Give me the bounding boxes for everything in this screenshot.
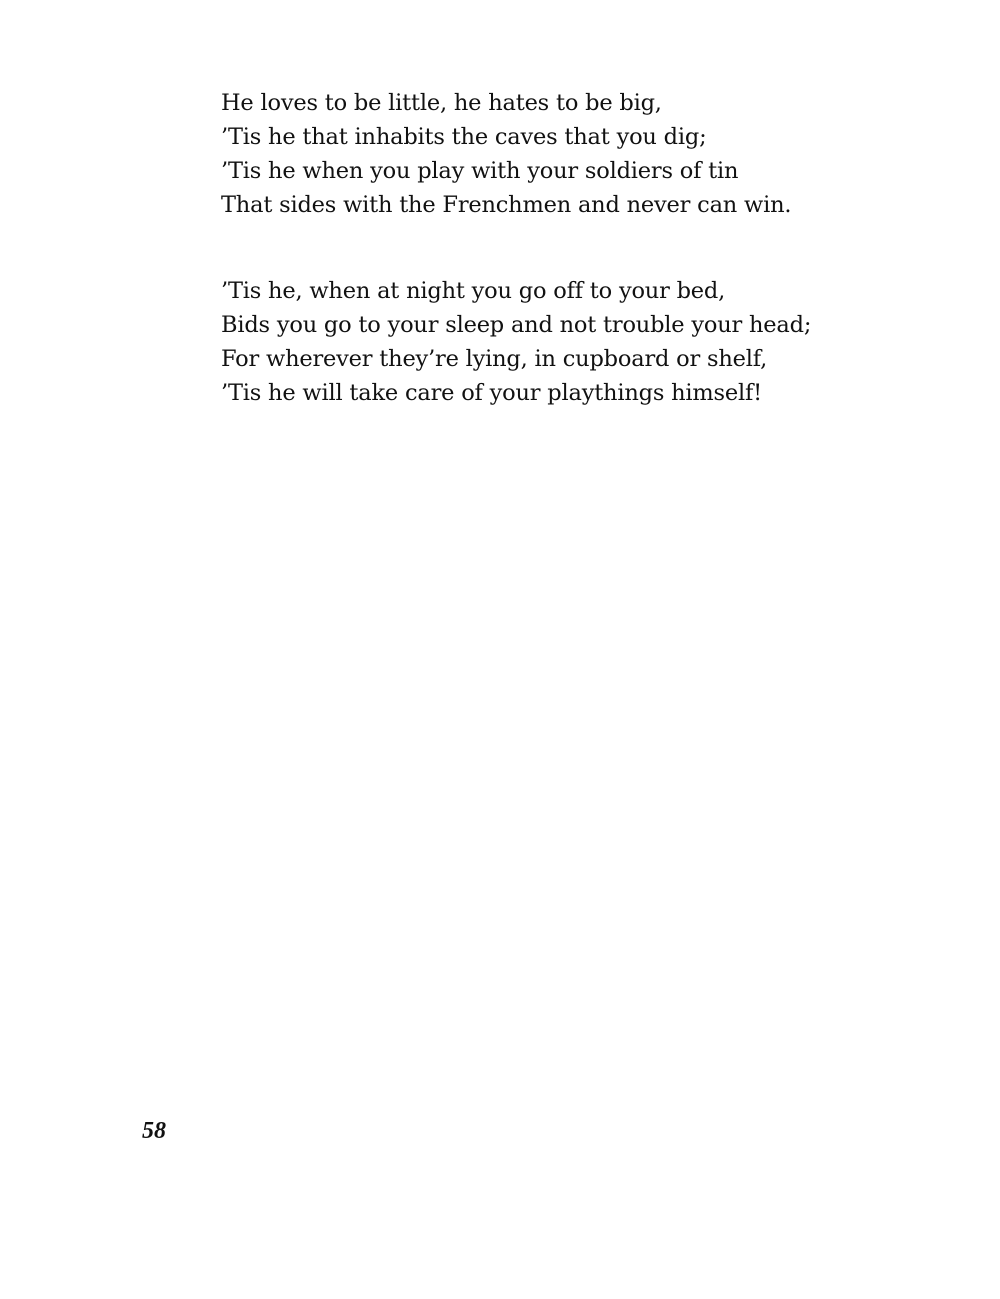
poem-line: That sides with the Frenchmen and never can win. <box>221 192 792 218</box>
poem-line: ’Tis he, when at night you go off to your bed, <box>221 278 726 304</box>
poem-line: ’Tis he that inhabits the caves that you dig; <box>221 124 707 150</box>
poem-line: He loves to be little, he hates to be big, <box>221 90 662 116</box>
page-number: 58 <box>142 1118 166 1144</box>
stanza-2 <box>221 274 941 410</box>
poem-line: ’Tis he will take care of your playthings himself! <box>221 380 762 406</box>
poem-line: Bids you go to your sleep and not trouble your head; <box>221 312 812 338</box>
poem <box>221 86 941 462</box>
poem-line: For wherever they’re lying, in cupboard or shelf, <box>221 346 768 372</box>
stanza-1 <box>221 86 941 222</box>
poem-line: ’Tis he when you play with your soldiers of tin <box>221 158 739 184</box>
